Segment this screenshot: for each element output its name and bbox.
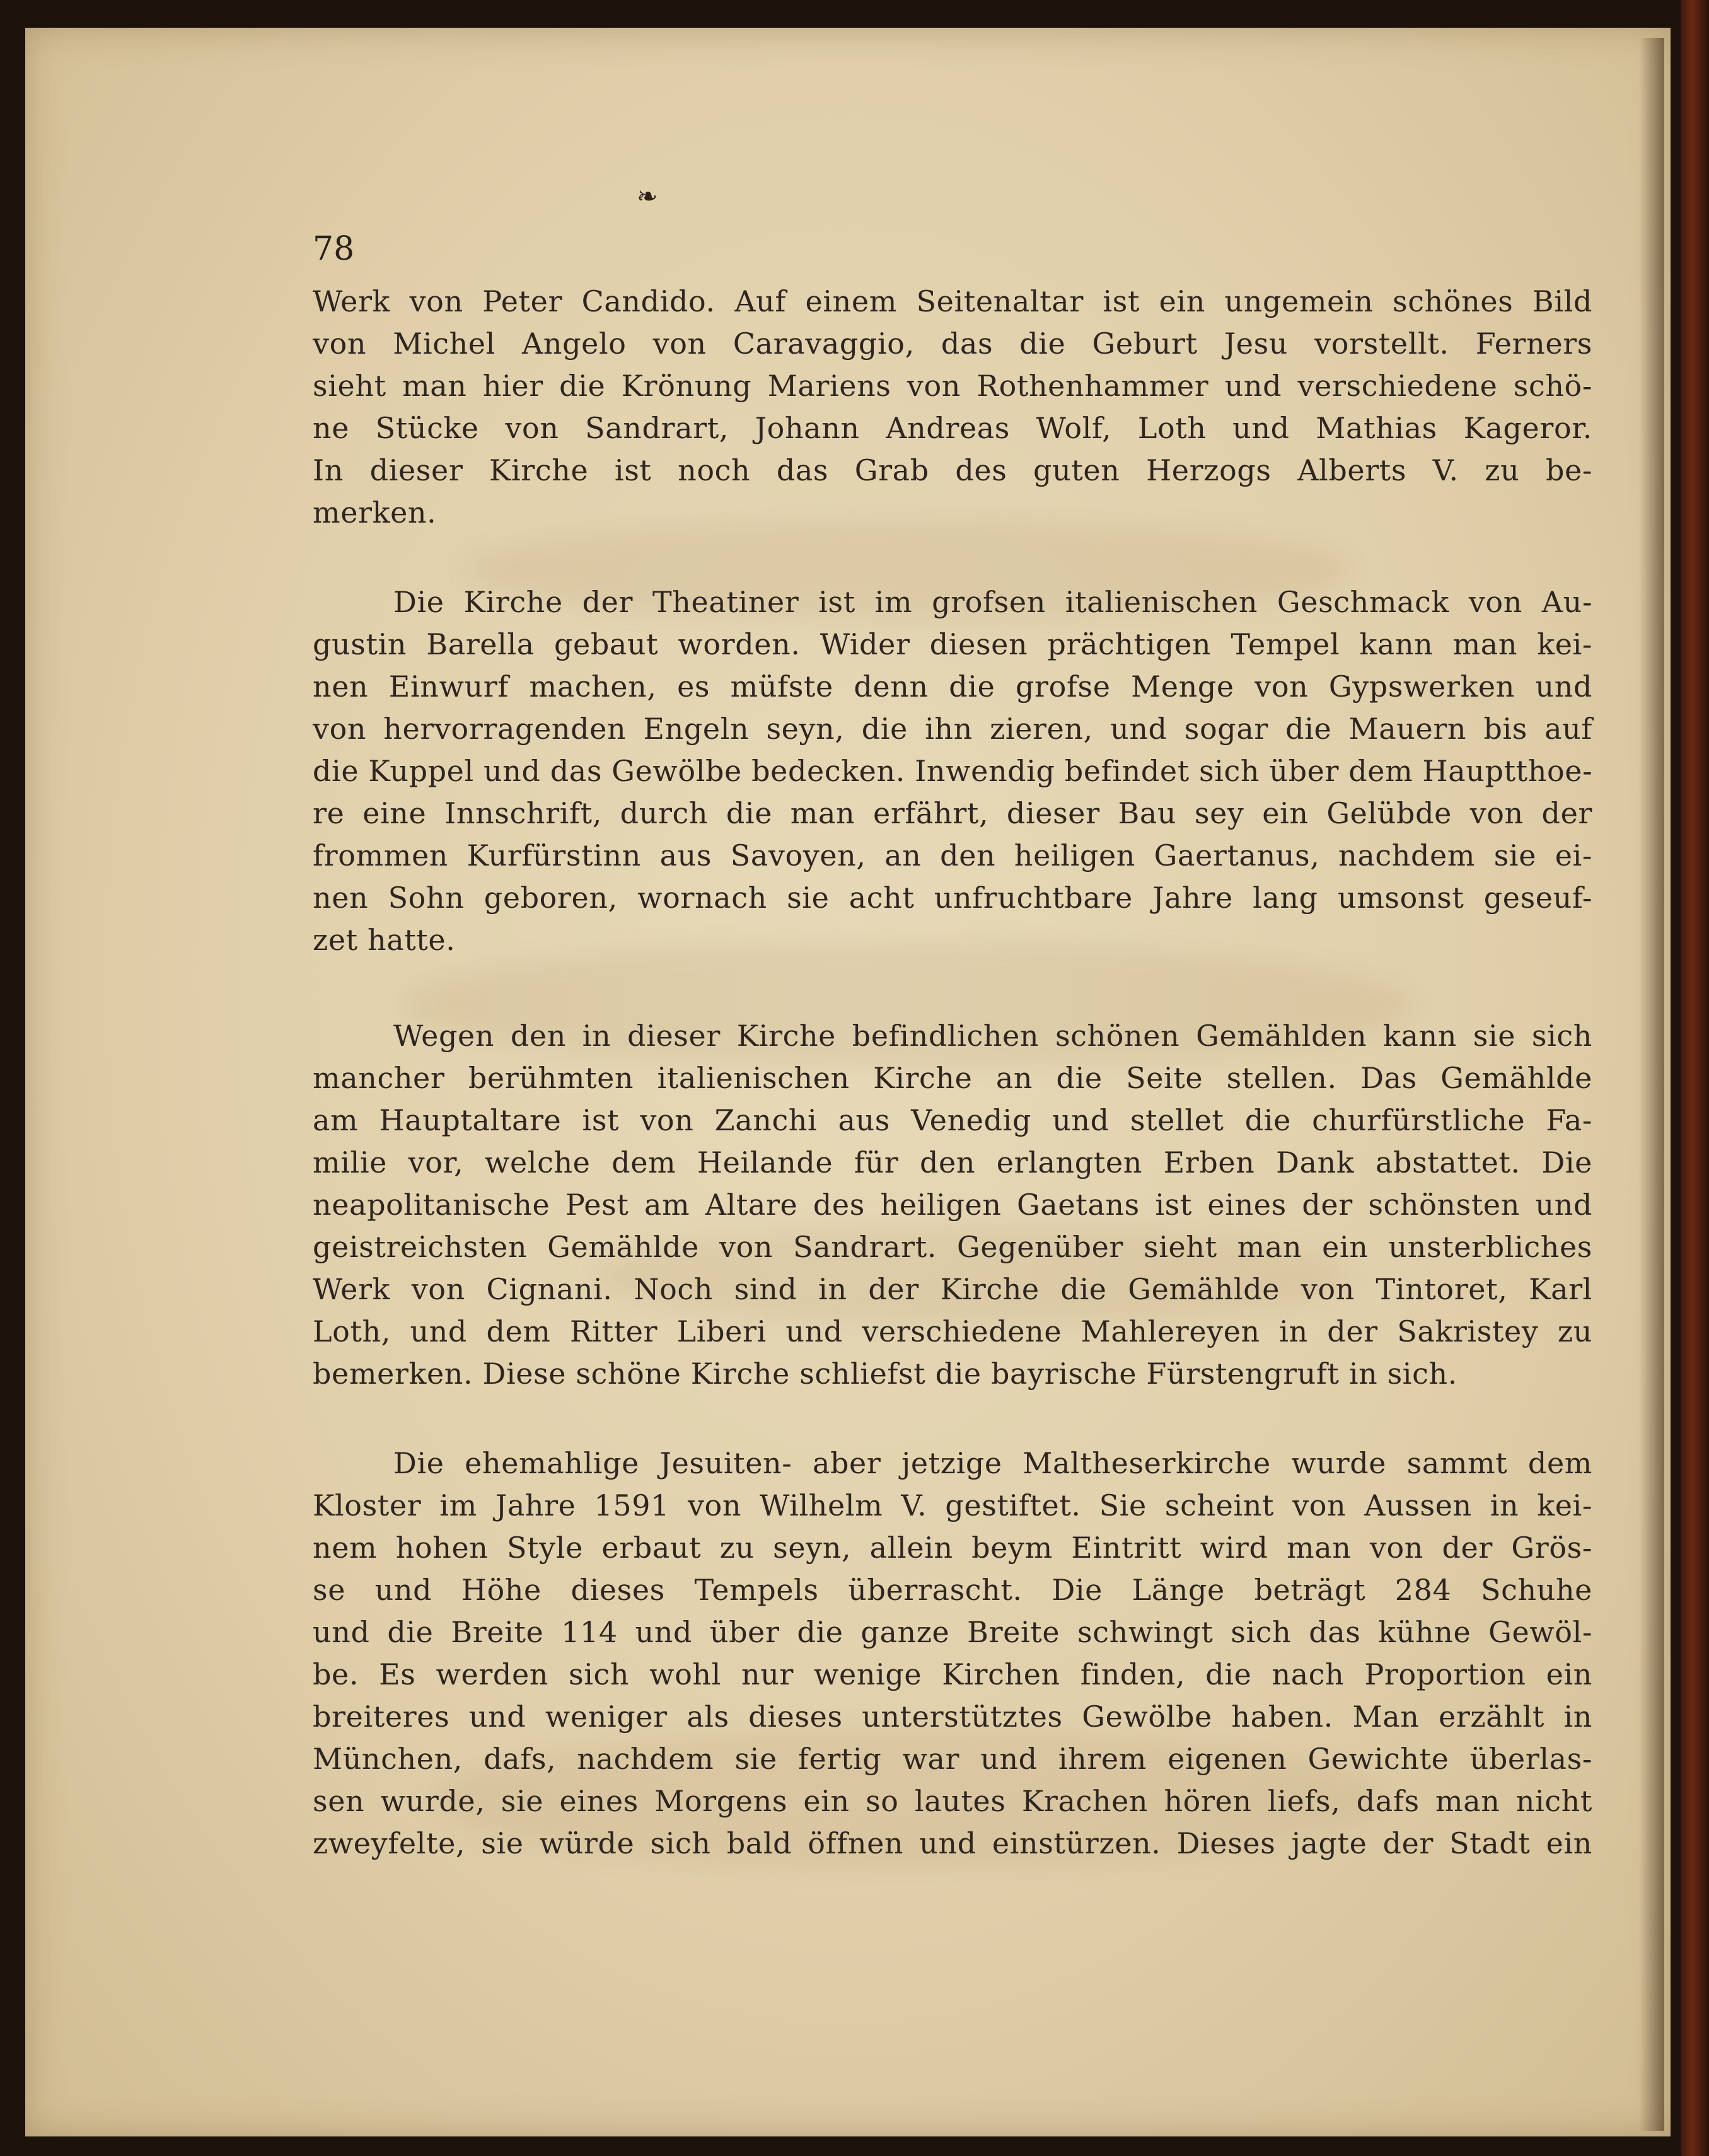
text-line: von Michel Angelo von Caravaggio, das die Geburt Jesu vorstellt. Ferners bbox=[313, 327, 1592, 361]
text-line: und die Breite 114 und über die ganze Breite schwingt sich das kühne Gewöl- bbox=[313, 1615, 1592, 1649]
text-line: se und Höhe dieses Tempels überrascht. Die Länge beträgt 284 Schuhe bbox=[313, 1573, 1592, 1607]
text-line: nem hohen Style erbaut zu seyn, allein beym Eintritt wird man von der Grös- bbox=[313, 1531, 1592, 1565]
text-line: Die Kirche der Theatiner ist im grofsen italienischen Geschmack von Au- bbox=[393, 585, 1592, 619]
text-line: mancher berühmten italienischen Kirche an die Seite stellen. Das Gemählde bbox=[313, 1061, 1592, 1095]
text-line: sen wurde, sie eines Morgens ein so lautes Krachen hören liefs, dafs man nicht bbox=[313, 1784, 1592, 1818]
text-line: milie vor, welche dem Heilande für den erlangten Erben Dank abstattet. Die bbox=[313, 1145, 1592, 1179]
text-line: Wegen den in dieser Kirche befindlichen schönen Gemählden kann sie sich bbox=[393, 1019, 1592, 1053]
text-line: Kloster im Jahre 1591 von Wilhelm V. gestiftet. Sie scheint von Aussen in kei- bbox=[313, 1488, 1592, 1522]
text-line: zet hatte. bbox=[313, 923, 456, 957]
text-line: Werk von Peter Candido. Auf einem Seitenaltar ist ein ungemein schönes Bild bbox=[313, 284, 1592, 318]
gutter-shadow bbox=[1639, 38, 1664, 2131]
text-line: Loth, und dem Ritter Liberi und verschiedene Mahlereyen in der Sakristey zu bbox=[313, 1314, 1592, 1348]
text-line: die Kuppel und das Gewölbe bedecken. Inwendig befindet sich über dem Hauptthoe- bbox=[313, 754, 1593, 788]
text-line: In dieser Kirche ist noch das Grab des guten Herzogs Alberts V. zu be- bbox=[313, 453, 1592, 487]
text-line: zweyfelte, sie würde sich bald öffnen und einstürzen. Dieses jagte der Stadt ein bbox=[313, 1826, 1592, 1860]
page-number: 78 bbox=[313, 230, 355, 268]
text-line: neapolitanische Pest am Altare des heiligen Gaetans ist eines der schönsten und bbox=[313, 1188, 1592, 1222]
text-line: von hervorragenden Engeln seyn, die ihn zieren, und sogar die Mauern bis auf bbox=[313, 712, 1592, 746]
text-line: sieht man hier die Krönung Mariens von Rothenhammer und verschiedene schö- bbox=[313, 369, 1592, 403]
text-line: merken. bbox=[313, 496, 437, 530]
text-line: bemerken. Diese schöne Kirche schliefst die bayrische Fürstengruft in sich. bbox=[313, 1357, 1457, 1391]
text-line: Die ehemahlige Jesuiten- aber jetzige Maltheserkirche wurde sammt dem bbox=[393, 1446, 1592, 1480]
text-line: nen Sohn geboren, wornach sie acht unfruchtbare Jahre lang umsonst geseuf- bbox=[313, 881, 1592, 915]
ornament-icon: ❧ bbox=[637, 182, 658, 211]
text-line: nen Einwurf machen, es müfste denn die grofse Menge von Gypswerken und bbox=[313, 669, 1592, 704]
text-line: München, dafs, nachdem sie fertig war und ihrem eigenen Gewichte überlas- bbox=[313, 1742, 1592, 1776]
paragraph-4 bbox=[313, 1442, 1592, 1865]
text-line: frommen Kurfürstinn aus Savoyen, an den heiligen Gaertanus, nachdem sie ei- bbox=[313, 838, 1592, 872]
text-line: be. Es werden sich wohl nur wenige Kirchen finden, die nach Proportion ein bbox=[313, 1657, 1592, 1691]
binding-edge bbox=[1681, 0, 1709, 2156]
text-line: am Hauptaltare ist von Zanchi aus Venedig und stellet die churfürstliche Fa- bbox=[313, 1103, 1592, 1137]
paragraph-1 bbox=[313, 281, 1592, 534]
text-line: re eine Innschrift, durch die man erfährt, dieser Bau sey ein Gelübde von der bbox=[313, 796, 1592, 830]
text-line: breiteres und weniger als dieses unterstütztes Gewölbe haben. Man erzählt in bbox=[313, 1700, 1592, 1734]
text-line: geistreichsten Gemählde von Sandrart. Gegenüber sieht man ein unsterbliches bbox=[313, 1230, 1592, 1264]
paragraph-3 bbox=[313, 1015, 1592, 1395]
paragraph-2 bbox=[313, 581, 1592, 961]
text-line: Werk von Cignani. Noch sind in der Kirche die Gemählde von Tintoret, Karl bbox=[313, 1272, 1592, 1306]
text-line: gustin Barella gebaut worden. Wider diesen prächtigen Tempel kann man kei- bbox=[313, 627, 1592, 661]
text-line: ne Stücke von Sandrart, Johann Andreas Wolf, Loth und Mathias Kageror. bbox=[313, 411, 1592, 445]
